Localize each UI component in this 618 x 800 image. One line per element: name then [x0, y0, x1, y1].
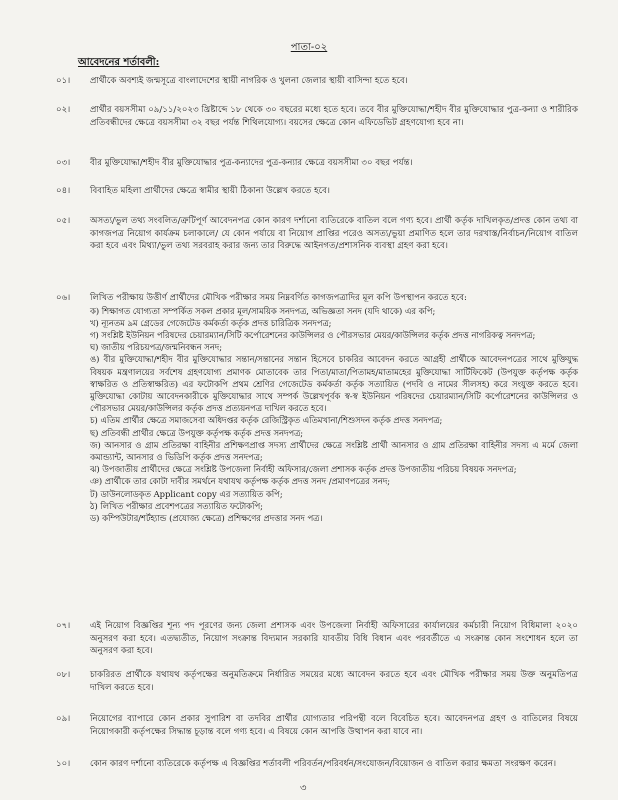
clause-07 [56, 620, 578, 658]
conditions-heading: আবেদনের শর্তাবলী: [78, 57, 160, 68]
document-item: ঞ) প্রার্থীকে তার কোটা দাবীর সমর্থনে যথাযথ কর্তৃপক্ষ কর্তৃক প্রদত্ত সনদ /প্রমাণপত্রের সনদ; [90, 476, 391, 487]
document-item: ঘ) জাতীয় পরিচয়পত্র/জন্মনিবন্ধন সনদ; [90, 342, 223, 353]
clause-number: ০২। [56, 105, 71, 115]
document-item: ক) শিক্ষাগত যোগ্যতা সম্পর্কিত সকল প্রকার মূল/সাময়িক সনদপত্র, অভিজ্ঞতা সনদ (যদি থাকে) এর কপি; [90, 305, 436, 316]
clause-08 [56, 669, 578, 694]
clause-text: লিখিত পরীক্ষায় উত্তীর্ণ প্রার্থীদের মৌখিক পরীক্ষার সময় নিম্নবর্ণিত কাগজপত্রাদির মূল কপি উপস্থাপন করতে হবে: [90, 293, 467, 303]
clause-text: এই নিয়োগ বিজ্ঞপ্তির শূন্য পদ পূরণের জন্য জেলা প্রশাসক এবং উপজেলা নির্বাহী অফিসারের কার্যালয়ের কর্মচারী নিয়োগ বিধিমালা ২০২০ অনুসরণ করা হবে। এতদ্ব্যতীত, নিয়োগ সংক্রান্ত বিদ্যমান সরকারি যাবতীয় বিধি বিধান এবং পরবর্তীতে এ সংক্রান্ত কোন সংশোধন হলে তা অনুসরণ করা হবে। [90, 621, 578, 657]
document-item: ছ) প্রতিবন্ধী প্রার্থীর ক্ষেত্রে উপযুক্ত কর্তৃপক্ষ কর্তৃক প্রদত্ত সনদপত্র; [90, 427, 304, 438]
document-item: খ) ন্যূনতম ৯ম গ্রেডের গেজেটেড কর্মকর্তা কর্তৃক প্রদত্ত চারিত্রিক সনদপত্র; [90, 317, 332, 328]
clause-text: নিয়োগের ব্যাপারে কোন প্রকার সুপারিশ বা তদবির প্রার্থীর যোগ্যতার পরিপন্থী বলে বিবেচিত হবে। আবেদনপত্র গ্রহণ ও বাতিলের বিষয়ে নিয়োগকারী কর্তৃপক্ষের সিদ্ধান্ত চূড়ান্ত বলে গণ্য হবে। এ বিষয়ে কোন আপত্তি উত্থাপন করা যাবে না। [90, 714, 578, 737]
page-number: পাতা-০২ [290, 42, 328, 53]
clause-01 [56, 75, 578, 88]
clause-text: অসত্য/ভুল তথ্য সংবলিত/ত্রুটিপূর্ণ আবেদনপত্র কোন কারণ দর্শানো ব্যতিরেকে বাতিল বলে গণ্য হবে। প্রার্থী কর্তৃক দাখিলকৃত/প্রদত্ত কোন তথ্য বা কাগজপত্র নিয়োগ কার্যক্রম চলাকালে/ যে কোন পর্যায়ে বা নিয়োগ প্রাপ্তির পরেও অসত্য/ভুয়া প্রমাণিত হলে তার দরখাস্ত/নির্বাচন/নিয়োগ বাতিল করা হবে এবং মিথ্যা/ভুল তথ্য সরবরাহ করার জন্য তার বিরুদ্ধে আইনগত/প্রশাসনিক ব্যবস্থা গ্রহণ করা হবে। [90, 216, 578, 252]
clause-number: ০৫। [56, 216, 71, 226]
document-item: ড) কম্পিউটার/শর্টহ্যান্ড (প্রযোজ্য ক্ষেত্রে) প্রশিক্ষণের প্রদত্তার সনদ পত্র। [90, 513, 323, 524]
clause-number: ০৩। [56, 158, 71, 168]
document-item: চ) এতিম প্রার্থীর ক্ষেত্রে সমাজসেবা অধিদপ্তর কর্তৃক রেজিস্ট্রিকৃত এতিমখানা/শিশুসদন কর্তৃক প্রদত্ত সনদপত্র; [90, 415, 443, 426]
document-item: ঠ) লিখিত পরীক্ষার প্রবেশপত্রের সত্যায়িত ফটোকপি; [90, 500, 263, 511]
clause-text: প্রার্থীর বয়সসীমা ০৯/১১/২০২৩ খ্রিষ্টাব্দে ১৮ থেকে ৩০ বছরের মধ্যে হতে হবে। তবে বীর মুক্তিযোদ্ধা/শহীদ বীর মুক্তিযোদ্ধার পুত্র-কন্যা ও শারীরিক প্রতিবন্ধীদের ক্ষেত্রে বয়সসীমা ৩২ বছর পর্যন্ত শিথিলযোগ্য। বয়সের ক্ষেত্রে কোন এফিডেভিট গ্রহণযোগ্য হবে না। [90, 105, 578, 128]
clause-number: ০৯। [56, 714, 71, 724]
document-item: গ) সংশ্লিষ্ট ইউনিয়ন পরিষদের চেয়ারম্যান/সিটি কর্পোরেশনের কাউন্সিলর ও পৌরসভার মেয়র/কাউন্সিলর কর্তৃক প্রদত্ত নাগরিকত্ব সনদপত্র; [90, 330, 536, 340]
footer-page-mark: ৩ [300, 783, 307, 794]
clause-text: বিবাহিত মহিলা প্রার্থীদের ক্ষেত্রে স্বামীর স্থায়ী ঠিকানা উল্লেখ করতে হবে। [90, 186, 330, 196]
clause-number: ০৮। [56, 670, 71, 680]
clause-number: ০৪। [56, 186, 71, 196]
document-item: জ) আনসার ও গ্রাম প্রতিরক্ষা বাহিনীর প্রশিক্ষণপ্রাপ্ত সদস্য প্রার্থীদের ক্ষেত্রে সংশ্লিষ্ট প্রার্থী আনসার ও গ্রাম প্রতিরক্ষা বাহিনীর সদস্য এ মর্মে জেলা কমান্ড্যান্ট, আনসার ও ভিডিপি কর্তৃক প্রদত্ত সনদপত্র; [90, 439, 578, 463]
clause-05 [56, 215, 578, 253]
clause-number: ০৬। [56, 293, 71, 303]
clause-text: বীর মুক্তিযোদ্ধা/শহীদ বীর মুক্তিযোদ্ধার পুত্র-কন্যাদের পুত্র-কন্যার ক্ষেত্রে বয়সসীমা ৩০ বছর পর্যন্ত। [90, 158, 413, 168]
clause-09 [56, 713, 578, 738]
clause-03 [56, 157, 578, 170]
clause-number: ০১। [56, 76, 71, 86]
clause-number: ০৭। [56, 621, 71, 631]
document-item: ঝ) উপজাতীয় প্রার্থীদের ক্ষেত্রে সংশ্লিষ্ট উপজেলা নির্বাহী অফিসার/জেলা প্রশাসক কর্তৃক প্রদত্ত উপজাতীয় পরিচয় বিষয়ক সনদপত্র; [90, 464, 517, 475]
clause-number: ১০। [56, 759, 71, 769]
clause-06 [56, 292, 578, 524]
clause-text: কোন কারণ দর্শানো ব্যতিরেকে কর্তৃপক্ষ এ বিজ্ঞপ্তির শর্তাবলী পরিবর্তন/পরিবর্ধন/সংযোজন/বিয়োজন ও বাতিল করার ক্ষমতা সংরক্ষণ করেন। [90, 759, 557, 769]
document-item: ঙ) বীর মুক্তিযোদ্ধা/শহীদ বীর মুক্তিযোদ্ধার সন্তান/সন্তানের সন্তান হিসেবে চাকরির আবেদন করতে আগ্রহী প্রার্থীকে আবেদনপত্রের সাথে মুক্তিযুদ্ধ বিষয়ক মন্ত্রণালয়ের সর্বশেষ গ্রহণযোগ্য প্রমাণক মোতাবেক তার পিতা/মাতা/পিতামহ/মাতামহের মুক্তিযোদ্ধা সার্টিফিকেট (উপযুক্ত কর্তৃপক্ষ কর্তৃক স্বাক্ষরিত ও প্রতিস্বাক্ষরিত) এর ফটোকপি প্রথম শ্রেণির গেজেটেড কর্মকর্তা কর্তৃক সত্যায়িত (পদবি ও নামের সীলসহ) করে সংযুক্ত করতে হবে। মুক্তিযোদ্ধা কোটায় আবেদনকারীকে মুক্তিযোদ্ধার সাথে সম্পর্ক উল্লেখপূর্বক স্ব-স্ব ইউনিয়ন পরিষদের চেয়ারম্যান/সিটি কর্পোরেশনের কাউন্সিলর ও পৌরসভার মেয়র/কাউন্সিলর কর্তৃক প্রদত্ত প্রত্যয়নপত্র দাখিল করতে হবে। [90, 354, 578, 414]
document-item: ট) ডাউনলোডকৃত Applicant copy এর সত্যায়িত কপি; [90, 488, 283, 499]
clause-10 [56, 758, 578, 771]
clause-04 [56, 185, 578, 198]
clause-text: প্রার্থীকে অবশ্যই জন্মসূত্রে বাংলাদেশের স্থায়ী নাগরিক ও খুলনা জেলার স্থায়ী বাসিন্দা হতে হবে। [90, 76, 408, 86]
clause-02 [56, 104, 578, 129]
document-list [90, 305, 578, 525]
clause-text: চাকরিরত প্রার্থীকে যথাযথ কর্তৃপক্ষের অনুমতিক্রমে নির্ধারিত সময়ের মধ্যে আবেদন করতে হবে এবং মৌখিক পরীক্ষার সময় উক্ত অনুমতিপত্র দাখিল করতে হবে। [90, 670, 578, 693]
